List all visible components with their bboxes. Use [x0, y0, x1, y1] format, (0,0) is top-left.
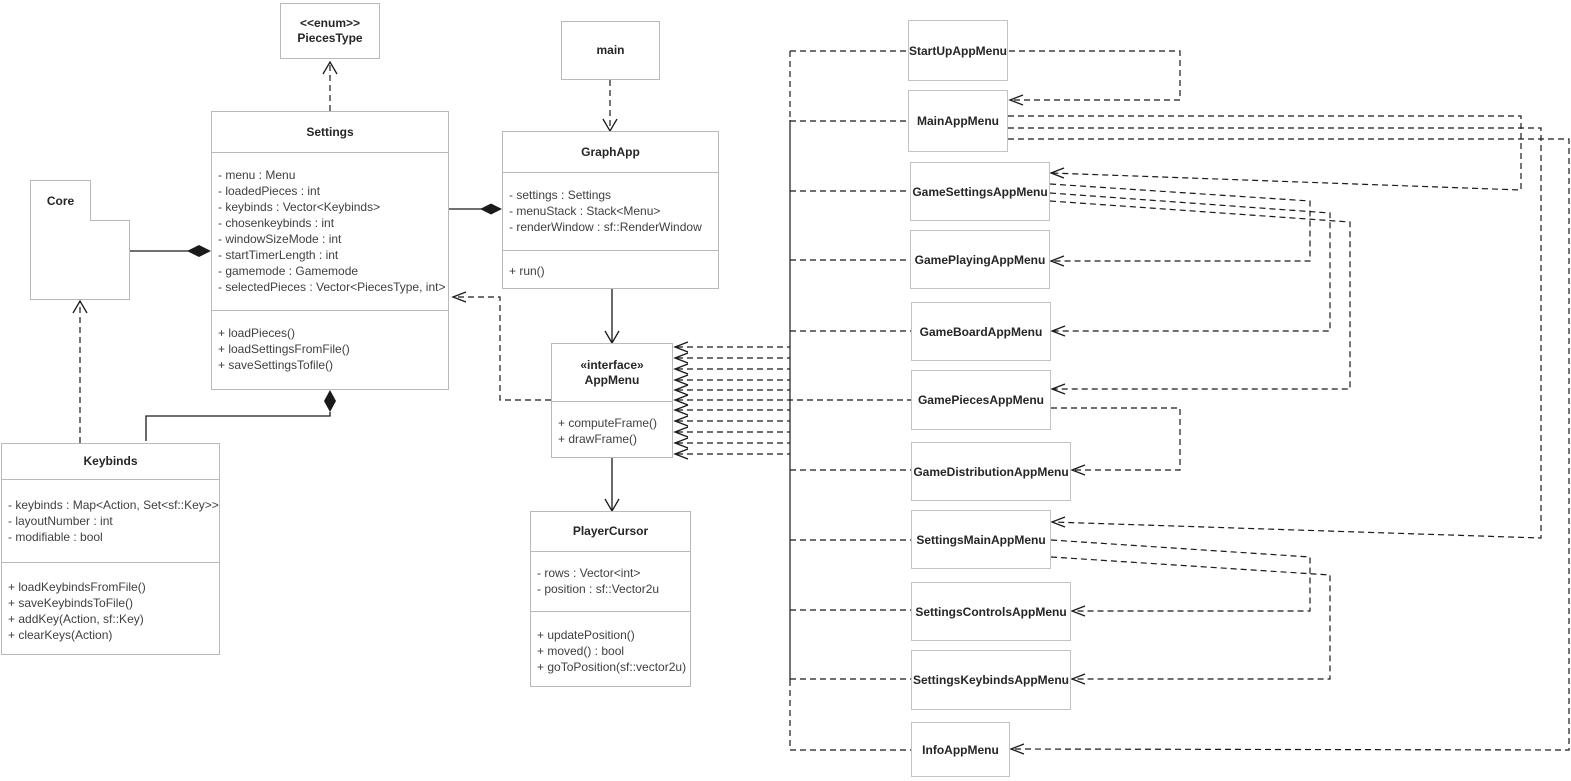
edge-appmenu-settings	[454, 297, 551, 400]
edge-gamesettings-gamepieces	[1050, 201, 1350, 389]
class-method: + addKey(Action, sf::Key)	[8, 612, 144, 626]
class-title: PiecesType	[297, 31, 363, 45]
class-title: SettingsMainAppMenu	[916, 532, 1046, 547]
class-method: + loadPieces()	[218, 326, 296, 340]
class-title: InfoAppMenu	[922, 742, 999, 757]
package-core-tab	[30, 180, 91, 221]
class-box-appmenu	[551, 343, 673, 458]
class-title: main	[596, 43, 625, 57]
edge-gamesettings-gameboard	[1050, 193, 1330, 331]
class-method: + loadSettingsFromFile()	[218, 342, 350, 356]
class-box-settingskeybindsappmenu	[911, 650, 1071, 710]
attributes-section	[212, 152, 448, 310]
edge-keybinds-settings	[146, 390, 336, 441]
class-box-playercursor	[530, 511, 691, 687]
class-method: + saveSettingsTofile()	[218, 358, 334, 372]
class-box-graphapp	[502, 131, 719, 289]
class-stereotype: «interface»	[580, 357, 644, 372]
class-method: + updatePosition()	[537, 628, 635, 642]
class-attribute: - keybinds : Vector<Keybinds>	[218, 200, 381, 214]
class-title: Keybinds	[83, 454, 138, 468]
class-method: + goToPosition(sf::vector2u)	[537, 660, 687, 674]
class-attribute: - selectedPieces : Vector<PiecesType, int>	[218, 280, 446, 294]
methods-section	[503, 250, 718, 288]
class-method: + moved() : bool	[537, 644, 625, 658]
class-title: Core	[46, 194, 75, 208]
class-box-settingsmainappmenu	[911, 510, 1051, 569]
class-attribute: - settings : Settings	[509, 188, 612, 202]
class-box-startupappmenu	[908, 20, 1008, 81]
edge-gamesettings-gameplaying	[1050, 184, 1310, 261]
class-title: GameBoardAppMenu	[919, 324, 1043, 339]
class-box-gameplayingappmenu	[910, 230, 1050, 289]
class-box-settings	[211, 111, 449, 390]
class-attribute: - keybinds : Map<Action, Set<sf::Key>>	[8, 498, 219, 512]
class-box-piecestype	[280, 3, 380, 59]
class-method: + loadKeybindsFromFile()	[8, 580, 146, 594]
edge-settingsmain-settingskeybinds	[1051, 557, 1330, 679]
class-title: PlayerCursor	[572, 524, 649, 538]
edge-graphapp-appmenu	[605, 289, 619, 343]
class-attribute: - gamemode : Gamemode	[218, 264, 359, 278]
class-attribute: - renderWindow : sf::RenderWindow	[509, 220, 702, 234]
edge-core-settings	[130, 245, 211, 257]
edge-main-settingsmain	[1008, 128, 1541, 538]
class-method: + drawFrame()	[558, 432, 638, 446]
methods-section	[531, 611, 690, 686]
class-attribute: - position : sf::Vector2u	[537, 582, 660, 596]
class-attribute: - menu : Menu	[218, 168, 296, 182]
edge-appmenu-playercursor	[605, 458, 619, 511]
class-title: GameDistributionAppMenu	[913, 464, 1069, 479]
edge-startup-main	[1009, 51, 1180, 100]
class-box-infoappmenu	[911, 722, 1010, 777]
class-title: GamePlayingAppMenu	[914, 252, 1046, 267]
edge-main-info	[1008, 139, 1569, 750]
attributes-section	[503, 172, 718, 250]
class-title: SettingsControlsAppMenu	[915, 604, 1067, 619]
class-box-main	[561, 21, 660, 80]
class-attribute: - windowSizeMode : int	[218, 232, 342, 246]
class-attribute: - menuStack : Stack<Menu>	[509, 204, 661, 218]
class-attribute: - layoutNumber : int	[8, 514, 113, 528]
class-box-settingscontrolsappmenu	[911, 582, 1071, 641]
attributes-section	[531, 551, 690, 611]
methods-section	[212, 310, 448, 389]
class-attribute: - startTimerLength : int	[218, 248, 339, 262]
class-method: + computeFrame()	[558, 416, 658, 430]
class-title: AppMenu	[584, 372, 640, 387]
class-box-mainappmenu	[908, 90, 1008, 152]
class-box-gamepiecesappmenu	[911, 370, 1051, 430]
package-core-body	[30, 220, 130, 300]
class-box-gamedistributionappmenu	[911, 442, 1071, 501]
class-attribute: - loadedPieces : int	[218, 184, 321, 198]
class-attribute: - modifiable : bool	[8, 530, 103, 544]
class-method: + clearKeys(Action)	[8, 628, 113, 642]
edge-main-gamesettings	[1008, 116, 1521, 190]
methods-section	[552, 401, 672, 457]
class-stereotype: <<enum>>	[299, 16, 361, 30]
class-title: SettingsKeybindsAppMenu	[912, 673, 1069, 687]
class-title: GraphApp	[581, 144, 640, 159]
class-title: MainAppMenu	[917, 114, 999, 128]
attributes-section	[2, 479, 219, 562]
class-method: + saveKeybindsToFile()	[8, 596, 134, 610]
class-method: + run()	[509, 264, 545, 278]
class-title: GameSettingsAppMenu	[912, 184, 1048, 199]
methods-section	[2, 562, 219, 654]
class-box-gamesettingsappmenu	[910, 162, 1050, 221]
class-attribute: - rows : Vector<int>	[537, 566, 641, 580]
class-box-keybinds	[1, 443, 220, 655]
class-attribute: - chosenkeybinds : int	[218, 216, 335, 230]
edge-settings-graphapp	[449, 204, 502, 215]
edge-settingsmain-settingscontrols	[1051, 540, 1310, 611]
class-title: StartUpAppMenu	[909, 43, 1007, 58]
class-title: GamePiecesAppMenu	[917, 393, 1045, 407]
class-title: Settings	[306, 124, 354, 139]
class-box-gameboardappmenu	[911, 302, 1051, 361]
